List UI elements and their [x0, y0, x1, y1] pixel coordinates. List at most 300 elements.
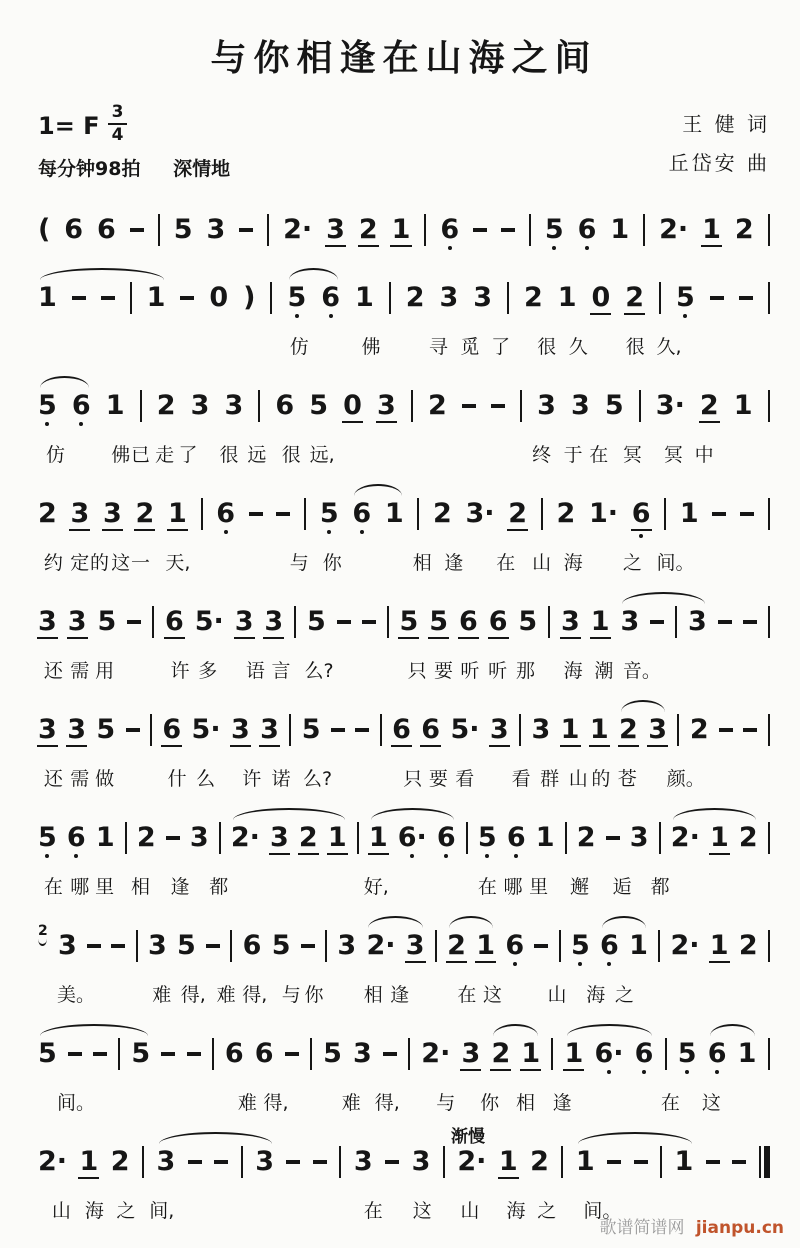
lyric-syllable: 在 — [457, 984, 477, 1006]
note-token — [739, 932, 758, 959]
barline — [768, 282, 770, 314]
lyrics-row — [38, 325, 770, 361]
lyric-syllable: 海 — [586, 984, 606, 1006]
barline — [520, 390, 522, 422]
note-token — [447, 932, 466, 963]
note-token — [299, 824, 318, 855]
note-token — [561, 716, 580, 747]
lyric-syllable: 山 — [532, 552, 552, 574]
note-token — [72, 392, 91, 426]
note-token — [275, 392, 294, 419]
note-token — [72, 284, 86, 300]
note-token — [499, 1148, 518, 1179]
note-token — [491, 392, 505, 408]
lyric-syllable: 你 — [322, 552, 342, 574]
eighth-underline — [489, 745, 510, 747]
note-token — [392, 716, 411, 747]
duration-dash — [187, 1052, 201, 1056]
note-token — [302, 716, 321, 743]
note-token — [216, 500, 235, 534]
lyric-syllable: 在 — [660, 1092, 680, 1114]
note-text: 3 — [230, 714, 250, 745]
note-token — [400, 608, 419, 639]
octave-dot-below — [224, 530, 228, 534]
note-text: 2 — [491, 1038, 511, 1069]
lyric-syllable: 美。 — [57, 984, 96, 1006]
note-token — [192, 716, 221, 743]
note-token — [743, 608, 757, 624]
eighth-underline — [167, 529, 188, 531]
eighth-underline — [66, 745, 87, 747]
eighth-underline — [458, 637, 479, 639]
final-bar-thick — [764, 1146, 770, 1178]
note-text: 1 — [38, 282, 57, 313]
eighth-underline — [405, 961, 426, 963]
lyrics-row — [38, 541, 770, 577]
note-token — [625, 284, 644, 315]
eighth-underline — [699, 421, 720, 423]
lyric-syllable: 哪 — [70, 876, 90, 898]
lyric-syllable: 里 — [95, 876, 115, 898]
duration-dash — [276, 512, 290, 516]
lyric-syllable: 寻 — [428, 336, 448, 358]
note-text: 2 — [427, 390, 447, 421]
note-token — [239, 216, 253, 232]
barline — [466, 822, 468, 854]
duration-dash — [383, 1052, 397, 1056]
note-token — [671, 824, 700, 851]
note-text: 6 — [224, 1038, 244, 1069]
note-text: 3 — [439, 282, 459, 313]
note-text: 3 — [156, 1146, 176, 1177]
note-token — [459, 608, 478, 639]
note-token — [174, 216, 193, 243]
score-system — [38, 807, 770, 901]
note-text: ) — [243, 282, 256, 313]
note-text: 3 — [67, 606, 87, 637]
note-text: 2 — [508, 498, 528, 529]
eighth-underline — [701, 245, 722, 247]
note-token — [634, 1148, 648, 1164]
barline — [675, 606, 677, 638]
duration-dash — [126, 728, 140, 732]
duration-dash — [87, 944, 101, 948]
eighth-underline — [618, 745, 639, 747]
barline — [339, 1146, 341, 1178]
note-text: 6 — [488, 606, 508, 637]
note-token — [162, 716, 181, 747]
note-token — [147, 284, 166, 311]
octave-dot-below — [45, 854, 49, 858]
lyric-syllable: 得, — [374, 1092, 400, 1114]
note-token — [377, 392, 396, 423]
eighth-underline — [269, 853, 290, 855]
barline — [387, 606, 389, 638]
note-token — [600, 932, 619, 966]
note-text: 5 — [38, 390, 57, 421]
lyric-syllable: 还 — [43, 768, 63, 790]
barline — [659, 282, 661, 314]
note-text: 2 — [734, 214, 754, 245]
note-text: 3 — [337, 930, 357, 961]
lyric-syllable: 冥 — [663, 444, 683, 466]
note-token — [635, 1040, 654, 1074]
octave-dot-below — [642, 1070, 646, 1074]
barline — [408, 1038, 410, 1070]
note-token — [545, 216, 564, 250]
note-token — [591, 608, 610, 639]
score-system — [38, 591, 770, 685]
note-text: 5 — [518, 606, 538, 637]
note-text: 1 — [709, 930, 729, 961]
note-token — [565, 1040, 584, 1071]
lyric-syllable: 哪 — [503, 876, 523, 898]
lyric-syllable: 邂 — [570, 876, 590, 898]
note-token — [530, 1148, 549, 1175]
note-text: 2 — [689, 714, 709, 745]
octave-dot-below — [79, 422, 83, 426]
note-token — [710, 824, 729, 855]
note-token — [106, 392, 125, 419]
octave-dot-below — [514, 854, 518, 858]
lyric-syllable: 很 — [537, 336, 557, 358]
note-token — [406, 284, 425, 311]
note-token — [231, 716, 250, 747]
barline — [310, 1038, 312, 1070]
barline — [541, 498, 543, 530]
note-token — [421, 716, 440, 747]
note-token — [412, 1148, 431, 1175]
note-text: 5 — [287, 282, 307, 313]
duration-dash — [68, 1052, 82, 1056]
barline — [768, 822, 770, 854]
key-signature — [38, 102, 230, 146]
note-text: 2· — [659, 214, 689, 245]
watermark-site-name: 歌谱简谱网 — [599, 1218, 685, 1238]
duration-dash — [286, 1160, 300, 1164]
note-text: 3 — [260, 714, 279, 745]
eighth-underline — [67, 637, 88, 639]
lyric-syllable: 逢 — [170, 876, 190, 898]
note-token — [740, 500, 754, 516]
note-token — [556, 500, 575, 527]
lyrics-row — [38, 1081, 770, 1117]
note-text: 1 — [702, 214, 721, 245]
lyric-syllable: 还 — [43, 660, 63, 682]
note-text: 6 — [275, 390, 295, 421]
note-text: 1 — [564, 1038, 584, 1069]
score-system — [38, 1127, 770, 1225]
note-text: 3 — [648, 714, 668, 745]
slur-arc — [493, 1024, 538, 1036]
duration-dash — [740, 512, 754, 516]
note-token — [610, 216, 629, 243]
slur-arc — [159, 1132, 272, 1144]
octave-dot-below — [329, 314, 333, 318]
lyric-syllable: 在 — [589, 444, 609, 466]
slur-arc — [449, 916, 493, 928]
barline — [325, 930, 327, 962]
note-text: 2 — [136, 822, 156, 853]
note-text: 2· — [670, 822, 700, 853]
note-text: 3 — [353, 1038, 372, 1069]
note-text: 3 — [326, 214, 345, 245]
octave-dot-below — [448, 246, 452, 250]
note-token — [225, 1040, 244, 1067]
note-token — [38, 824, 57, 858]
note-token — [214, 1148, 228, 1164]
note-token — [719, 716, 733, 732]
note-token — [491, 1040, 510, 1071]
duration-dash — [166, 836, 180, 840]
note-token — [168, 500, 187, 531]
note-token — [537, 392, 556, 419]
note-token — [111, 1148, 130, 1175]
tempo-change-mark: 渐慢 — [451, 1127, 485, 1147]
lyric-syllable: 你 — [480, 1092, 500, 1114]
note-text: 6 — [436, 822, 456, 853]
barline — [768, 498, 770, 530]
barline — [152, 606, 154, 638]
final-bar-thin — [759, 1146, 761, 1178]
note-text: 3 — [353, 1146, 373, 1177]
note-token — [590, 716, 609, 747]
note-token — [235, 608, 254, 639]
note-text: 3 — [620, 606, 640, 637]
note-token — [195, 608, 224, 635]
lyric-syllable: 仿 — [46, 444, 66, 466]
note-token — [383, 1040, 397, 1056]
time-denominator: 4 — [111, 124, 124, 145]
note-token — [473, 216, 487, 232]
note-token — [739, 824, 758, 851]
eighth-underline — [327, 853, 348, 855]
note-token — [38, 1148, 67, 1175]
note-token — [478, 824, 497, 858]
lyric-syllable: 山 — [568, 768, 588, 790]
note-text: 1 — [610, 214, 630, 245]
note-token — [38, 284, 57, 311]
key-text: 1= F — [38, 111, 100, 140]
note-token — [489, 608, 508, 639]
note-text: 2 — [405, 282, 425, 313]
lyric-syllable: 了 — [178, 444, 198, 466]
lyric-syllable: 于 — [563, 444, 583, 466]
note-text: 6 — [242, 930, 262, 961]
barline — [125, 822, 127, 854]
note-text: 5 — [323, 1038, 342, 1069]
note-text: 1 — [168, 498, 187, 529]
barline — [565, 822, 567, 854]
eighth-underline — [498, 1177, 519, 1179]
lyric-syllable: 这 — [412, 1200, 432, 1222]
note-token — [187, 1040, 201, 1056]
slur-arc — [567, 1024, 652, 1036]
barline — [435, 930, 437, 962]
notation-row — [38, 483, 770, 537]
final-barline — [759, 1146, 770, 1178]
duration-dash — [462, 404, 476, 408]
note-text: 6 — [577, 214, 597, 245]
slur-arc — [40, 1024, 148, 1036]
duration-dash — [739, 296, 753, 300]
note-token — [457, 1148, 486, 1175]
note-token — [352, 500, 371, 534]
duration-dash — [606, 836, 620, 840]
note-token — [96, 824, 115, 851]
note-token — [355, 716, 369, 732]
note-token — [732, 1148, 746, 1164]
note-text: 5· — [194, 606, 224, 637]
barline — [219, 822, 221, 854]
note-token — [739, 284, 753, 300]
duration-dash — [743, 728, 757, 732]
duration-dash — [239, 228, 253, 232]
eighth-underline — [134, 529, 155, 531]
octave-dot-below — [485, 854, 489, 858]
eighth-underline — [460, 1069, 481, 1071]
note-text: 1 — [679, 498, 699, 529]
note-text: 2 — [135, 498, 155, 529]
eighth-underline — [560, 745, 581, 747]
lyric-syllable: 之 — [614, 984, 634, 1006]
lyric-syllable: 在 — [363, 1200, 383, 1222]
lyrics-row — [38, 757, 770, 793]
expression-marking: 深情地 — [173, 158, 231, 181]
note-token — [307, 608, 326, 635]
score-system — [38, 375, 770, 469]
barline — [551, 1038, 553, 1070]
note-token — [283, 216, 312, 243]
note-text: 3 — [473, 282, 493, 313]
barline — [304, 498, 306, 530]
note-text: 5 — [544, 214, 564, 245]
note-text: 3 — [411, 1146, 431, 1177]
score-system — [38, 915, 770, 1009]
eighth-underline — [520, 1069, 541, 1071]
note-token — [678, 1040, 697, 1074]
note-token — [165, 608, 184, 639]
note-token — [712, 500, 726, 516]
note-text: 6 — [64, 214, 84, 245]
note-token — [130, 216, 144, 232]
duration-dash — [101, 296, 115, 300]
lyric-syllable: 山 — [51, 1200, 71, 1222]
note-text: 2 — [556, 498, 576, 529]
note-text: 3 — [537, 390, 556, 421]
note-text: 3 — [147, 930, 167, 961]
note-text: 2· — [366, 930, 396, 961]
notation-row — [38, 1127, 770, 1185]
note-token — [702, 216, 721, 247]
lyric-syllable: 与 — [289, 552, 309, 574]
duration-dash — [249, 512, 263, 516]
barline — [660, 1146, 662, 1178]
notation-row — [38, 375, 770, 429]
note-text: 6 — [162, 714, 182, 745]
lyric-syllable: 看 — [511, 768, 531, 790]
note-token — [507, 824, 526, 858]
note-token — [659, 216, 688, 243]
note-token — [313, 1148, 327, 1164]
note-text: 1 — [354, 282, 374, 313]
note-token — [286, 1148, 300, 1164]
lyric-syllable: 么? — [304, 660, 334, 682]
note-text: 2 — [699, 390, 719, 421]
lyrics-row — [38, 433, 770, 469]
lyric-syllable: 相 — [412, 552, 432, 574]
note-text: 3 — [377, 390, 396, 421]
barline — [659, 822, 661, 854]
note-token — [650, 608, 664, 624]
note-token — [450, 716, 479, 743]
note-text: 5 — [173, 214, 193, 245]
eighth-underline — [563, 1069, 584, 1071]
note-token — [148, 932, 167, 959]
duration-dash — [188, 1160, 202, 1164]
lyric-syllable: 的 — [89, 552, 109, 574]
note-text: 3 — [224, 390, 244, 421]
note-token — [309, 392, 328, 419]
lyric-syllable: 逢 — [444, 552, 464, 574]
note-token — [38, 216, 50, 243]
watermark — [599, 1213, 784, 1238]
barline — [665, 1038, 667, 1070]
barline — [411, 390, 413, 422]
octave-dot-below — [360, 530, 364, 534]
note-text: 1· — [588, 498, 619, 529]
octave-dot-below — [578, 962, 582, 966]
note-token — [534, 932, 548, 948]
note-text: 1 — [560, 714, 580, 745]
eighth-underline — [69, 529, 90, 531]
note-text: 2· — [421, 1038, 451, 1069]
note-text: 6· — [594, 1038, 624, 1069]
note-text: 3 — [103, 498, 122, 529]
note-text: 3 — [255, 1146, 274, 1177]
lyric-syllable: 你 — [304, 984, 324, 1006]
note-token — [321, 284, 340, 318]
note-text: 1 — [391, 214, 411, 245]
eighth-underline — [475, 961, 496, 963]
note-token — [38, 500, 57, 527]
note-token — [706, 1148, 720, 1164]
note-text: 1 — [95, 822, 115, 853]
note-token — [589, 500, 618, 527]
note-text: 1 — [535, 822, 555, 853]
note-text: 3 — [688, 606, 707, 637]
note-text: 6 — [440, 214, 460, 245]
note-token — [206, 216, 225, 243]
lyric-syllable: 需 — [70, 660, 90, 682]
note-token — [270, 824, 289, 855]
note-token — [708, 1040, 727, 1074]
note-token — [656, 392, 685, 419]
note-token — [605, 392, 624, 419]
note-token — [127, 608, 141, 624]
note-token — [58, 932, 77, 959]
note-text: 2 — [38, 498, 57, 529]
note-text: 3 — [70, 498, 90, 529]
lyric-syllable: 逢 — [390, 984, 410, 1006]
lyric-syllable: 间。 — [57, 1092, 96, 1114]
note-text: 3· — [465, 498, 495, 529]
barline — [677, 714, 679, 746]
notation-row — [38, 267, 770, 321]
eighth-underline — [37, 745, 58, 747]
eighth-underline — [390, 245, 411, 247]
octave-dot-below — [74, 854, 78, 858]
